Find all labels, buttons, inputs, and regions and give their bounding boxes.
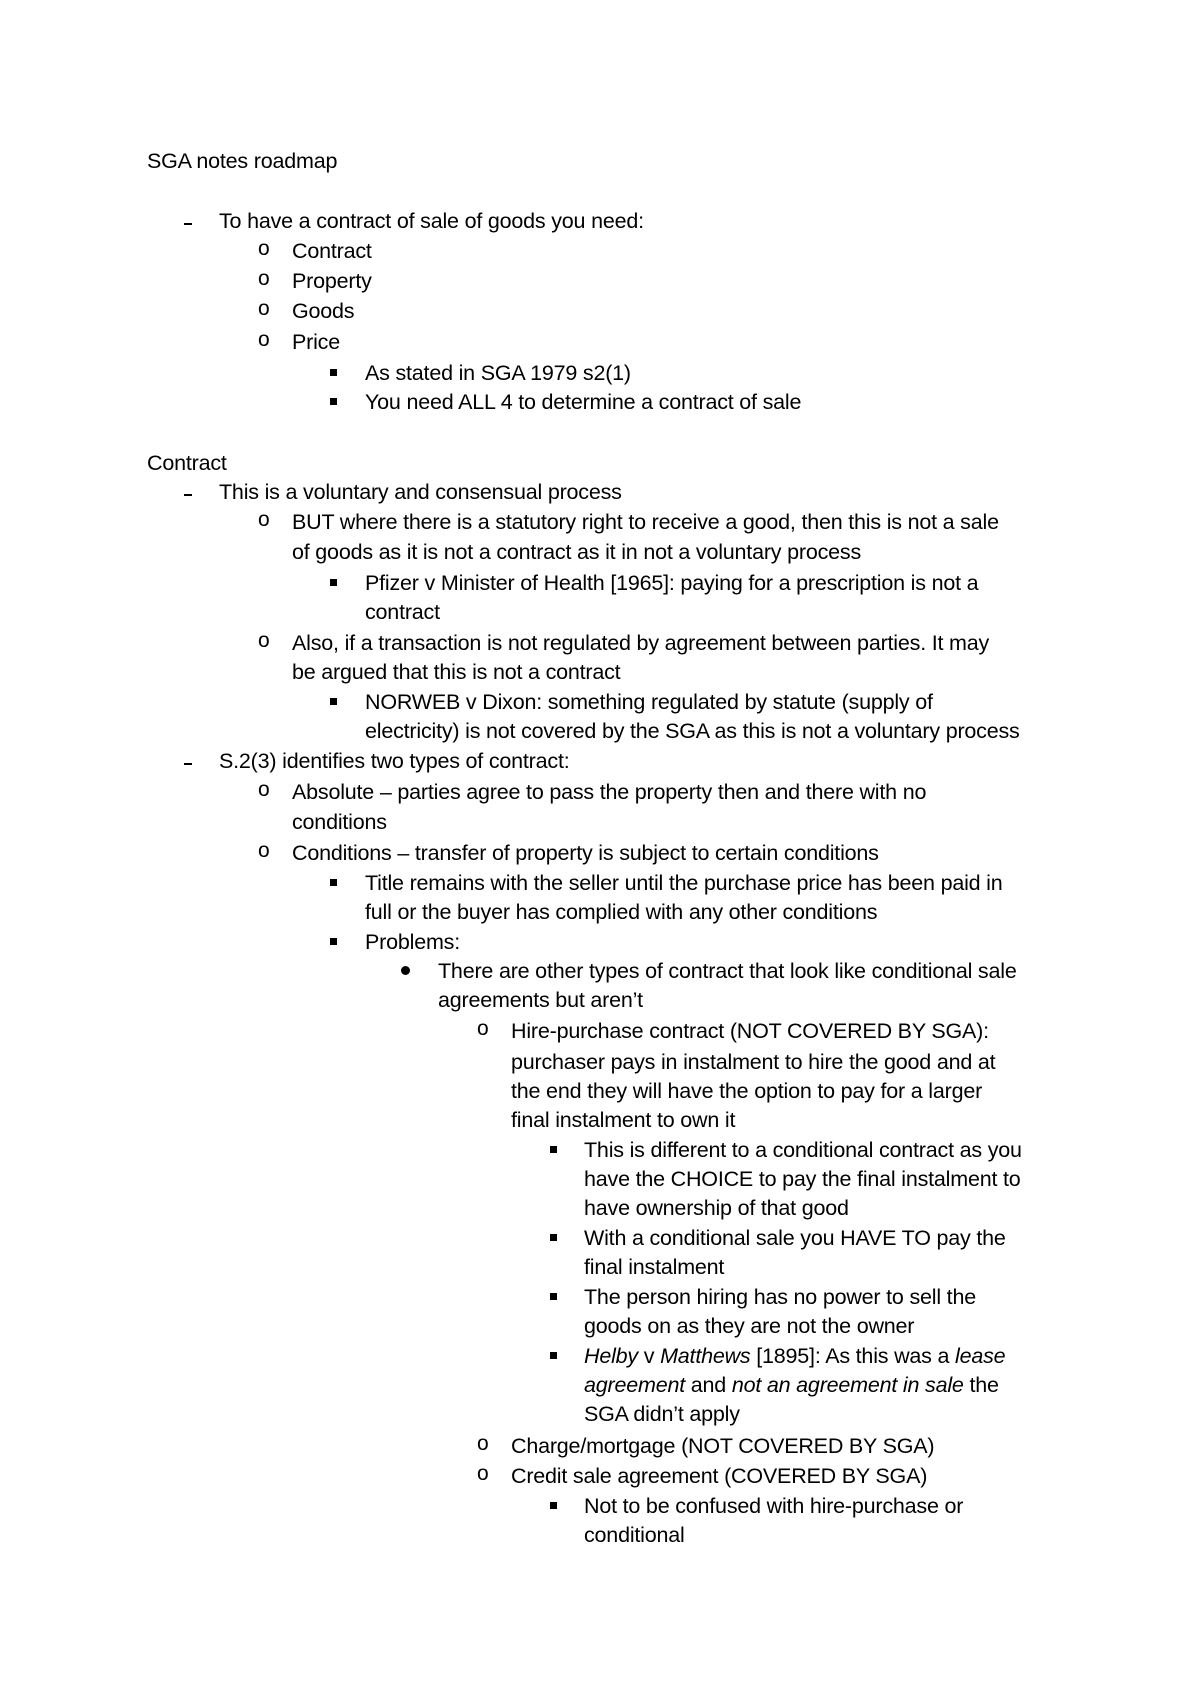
square-bullet <box>330 369 337 376</box>
list-item: Property <box>292 269 372 293</box>
circle-bullet: o <box>258 297 270 320</box>
square-bullet <box>330 938 337 945</box>
list-item-continued <box>584 1373 999 1397</box>
list-item: There are other types of contract that look like conditional sale <box>438 959 1017 983</box>
square-bullet <box>550 1146 557 1153</box>
list-item: NORWEB v Dixon: something regulated by statute (supply of <box>365 690 933 714</box>
list-item: Not to be confused with hire-purchase or <box>584 1494 964 1518</box>
dash-bullet <box>184 494 192 496</box>
round-bullet <box>401 966 410 975</box>
list-item-continued: goods on as they are not the owner <box>584 1314 915 1338</box>
case-party-italic: Helby <box>584 1344 638 1368</box>
list-item: BUT where there is a statutory right to receive a good, then this is not a sale <box>292 510 999 534</box>
list-item-continued: have the CHOICE to pay the final instalment to <box>584 1167 1021 1191</box>
list-item-continued: conditional <box>584 1523 685 1547</box>
list-item-continued: electricity) is not covered by the SGA as this is not a voluntary process <box>365 719 1020 743</box>
circle-bullet: o <box>258 328 270 351</box>
circle-bullet: o <box>477 1432 489 1455</box>
text-run: the <box>963 1373 999 1397</box>
list-item: Title remains with the seller until the purchase price has been paid in <box>365 871 1003 895</box>
list-item: Goods <box>292 299 355 323</box>
square-bullet <box>330 579 337 586</box>
list-item: Hire-purchase contract (NOT COVERED BY SGA): <box>511 1019 989 1043</box>
list-item: Contract <box>292 239 372 263</box>
list-item-continued: SGA didn’t apply <box>584 1402 740 1426</box>
square-bullet <box>550 1352 557 1359</box>
list-item-continued: contract <box>365 600 440 624</box>
circle-bullet: o <box>477 1017 489 1040</box>
list-item: Also, if a transaction is not regulated by agreement between parties. It may <box>292 631 990 655</box>
square-bullet <box>550 1293 557 1300</box>
list-item-continued: final instalment to own it <box>511 1108 736 1132</box>
circle-bullet: o <box>258 629 270 652</box>
list-item-continued: final instalment <box>584 1255 725 1279</box>
circle-bullet: o <box>258 778 270 801</box>
square-bullet <box>330 398 337 405</box>
dash-bullet <box>184 223 192 225</box>
list-item-continued: have ownership of that good <box>584 1196 849 1220</box>
section-heading: Contract <box>147 451 227 475</box>
case-party-italic: Matthews <box>660 1344 751 1368</box>
square-bullet <box>550 1234 557 1241</box>
list-item-continued: full or the buyer has complied with any other conditions <box>365 900 878 924</box>
circle-bullet: o <box>477 1462 489 1485</box>
circle-bullet: o <box>258 508 270 531</box>
text-run: v <box>637 1344 661 1368</box>
list-item-continued: be argued that this is not a contract <box>292 660 621 684</box>
circle-bullet: o <box>258 237 270 260</box>
list-item: As stated in SGA 1979 s2(1) <box>365 361 631 385</box>
list-item: With a conditional sale you HAVE TO pay the <box>584 1226 1006 1250</box>
list-item: Price <box>292 330 340 354</box>
italic-term: not an agreement in sale <box>731 1373 964 1397</box>
text-run: [1895]: As this was a <box>750 1344 956 1368</box>
list-item: Conditions – transfer of property is subject to certain conditions <box>292 841 879 865</box>
list-item: Problems: <box>365 930 460 954</box>
list-item: To have a contract of sale of goods you need: <box>219 209 644 233</box>
list-item-continued: the end they will have the option to pay for a larger <box>511 1079 983 1103</box>
dash-bullet <box>184 763 192 765</box>
list-item <box>584 1344 1005 1368</box>
document-title: SGA notes roadmap <box>147 149 338 173</box>
list-item: Credit sale agreement (COVERED BY SGA) <box>511 1464 928 1488</box>
circle-bullet: o <box>258 839 270 862</box>
italic-term: agreement <box>584 1373 685 1397</box>
square-bullet <box>550 1502 557 1509</box>
list-item-continued: purchaser pays in instalment to hire the good and at <box>511 1050 996 1074</box>
list-item-continued: agreements but aren’t <box>438 988 643 1012</box>
text-run: and <box>685 1373 732 1397</box>
list-item-continued: of goods as it is not a contract as it in not a voluntary process <box>292 540 862 564</box>
list-item: Charge/mortgage (NOT COVERED BY SGA) <box>511 1434 935 1458</box>
list-item: S.2(3) identifies two types of contract: <box>219 749 570 773</box>
square-bullet <box>330 879 337 886</box>
list-item: The person hiring has no power to sell the <box>584 1285 976 1309</box>
list-item: This is different to a conditional contract as you <box>584 1138 1022 1162</box>
list-item: You need ALL 4 to determine a contract of sale <box>365 390 802 414</box>
list-item: Absolute – parties agree to pass the property then and there with no <box>292 780 927 804</box>
square-bullet <box>330 698 337 705</box>
list-item: Pfizer v Minister of Health [1965]: paying for a prescription is not a <box>365 571 979 595</box>
circle-bullet: o <box>258 267 270 290</box>
list-item-continued: conditions <box>292 810 387 834</box>
list-item: This is a voluntary and consensual process <box>219 480 622 504</box>
italic-term: lease <box>955 1344 1006 1368</box>
